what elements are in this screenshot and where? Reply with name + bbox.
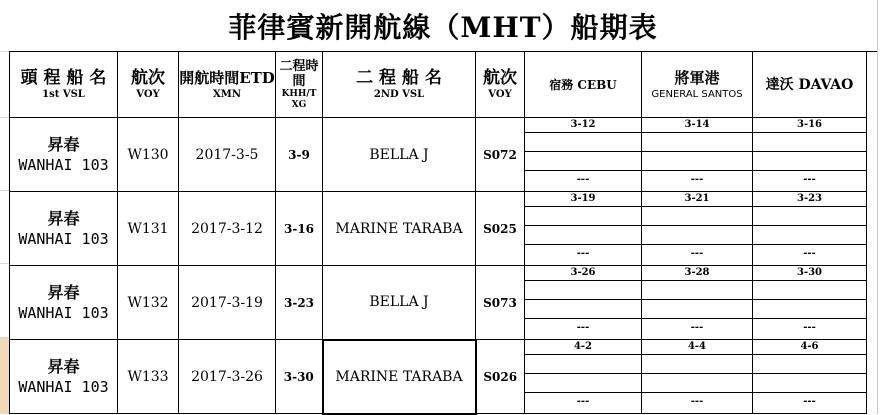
- cell-etd[interactable]: 2017-3-12: [179, 192, 276, 266]
- header-second-en: KHH/T XG: [281, 88, 317, 110]
- header-row: [10, 52, 867, 118]
- cell-vsl2[interactable]: MARINE TARABA: [323, 192, 476, 266]
- header-etd-label: 開航時間ETD: [179, 69, 275, 87]
- cell-cebu[interactable]: [525, 118, 642, 192]
- spreadsheet: [9, 0, 877, 414]
- cell-voy2[interactable]: S026: [476, 340, 525, 414]
- gensan-dash: ---: [690, 248, 704, 259]
- schedule-table: [9, 51, 867, 415]
- cebu-dash: ---: [576, 248, 590, 259]
- header-port-davao-label: 達沃 DAVAO: [765, 76, 854, 93]
- header-etd-en: XMN: [213, 89, 241, 100]
- vsl1-en: WANHAI 103: [18, 377, 109, 396]
- cell-cebu[interactable]: [525, 266, 642, 340]
- gensan-date: 3-21: [642, 192, 752, 207]
- cell-vsl2[interactable]: BELLA J: [323, 266, 476, 340]
- header-vsl2-en: 2ND VSL: [373, 89, 425, 100]
- cell-davao[interactable]: [753, 340, 867, 414]
- header-second[interactable]: [276, 52, 323, 118]
- cell-voy[interactable]: W132: [118, 266, 179, 340]
- header-vsl1-label: 頭 程 船 名: [20, 68, 107, 88]
- cell-second[interactable]: 3-30: [276, 340, 323, 414]
- table-row: [10, 266, 867, 340]
- cell-second[interactable]: 3-9: [276, 118, 323, 192]
- cebu-dash: ---: [576, 396, 590, 407]
- davao-date: 3-30: [753, 266, 866, 281]
- header-voy[interactable]: [118, 52, 179, 118]
- header-vsl1[interactable]: [10, 52, 118, 118]
- cell-etd[interactable]: 2017-3-5: [179, 118, 276, 192]
- selected-row-marker: [0, 338, 9, 414]
- cell-vsl1[interactable]: [10, 340, 118, 414]
- davao-dash: ---: [803, 396, 816, 407]
- cebu-dash: ---: [576, 322, 590, 333]
- header-port-gensan-label: 將軍港: [674, 69, 720, 87]
- cell-second[interactable]: 3-16: [276, 192, 323, 266]
- cebu-date: 3-12: [525, 118, 641, 133]
- gensan-date: 3-28: [642, 266, 752, 281]
- davao-dash: ---: [803, 322, 816, 333]
- header-port-cebu[interactable]: [525, 52, 642, 118]
- header-second-label: 二程時間: [279, 58, 319, 89]
- cell-gensan[interactable]: [642, 340, 753, 414]
- cell-vsl1[interactable]: [10, 118, 118, 192]
- header-vsl2-label: 二 程 船 名: [356, 68, 442, 88]
- cell-gensan[interactable]: [642, 118, 753, 192]
- cell-voy[interactable]: W131: [118, 192, 179, 266]
- cell-cebu[interactable]: [525, 340, 642, 414]
- header-voy2-en: VOY: [488, 89, 512, 100]
- vsl1-cn: 昇春: [47, 356, 80, 376]
- cell-vsl1[interactable]: [10, 192, 118, 266]
- vsl1-cn: 昇春: [47, 134, 80, 154]
- davao-date: 3-23: [753, 192, 866, 207]
- cell-second[interactable]: 3-23: [276, 266, 323, 340]
- header-vsl2[interactable]: [323, 52, 476, 118]
- table-row: [10, 192, 867, 266]
- cell-voy[interactable]: W133: [118, 340, 179, 414]
- header-port-gensan-en: GENERAL SANTOS: [651, 89, 743, 100]
- gensan-dash: ---: [690, 396, 704, 407]
- cebu-date: 4-2: [525, 340, 641, 355]
- header-etd[interactable]: [179, 52, 276, 118]
- cell-voy2[interactable]: S072: [476, 118, 525, 192]
- table-row: [10, 118, 867, 192]
- cell-voy2[interactable]: S025: [476, 192, 525, 266]
- davao-dash: ---: [803, 248, 816, 259]
- davao-date: 4-6: [753, 340, 866, 355]
- cell-voy[interactable]: W130: [118, 118, 179, 192]
- cebu-dash: ---: [576, 174, 590, 185]
- cell-vsl1[interactable]: [10, 266, 118, 340]
- davao-dash: ---: [803, 174, 816, 185]
- vsl1-en: WANHAI 103: [18, 155, 109, 174]
- header-voy-label: 航次: [131, 68, 165, 88]
- header-voy2[interactable]: [476, 52, 525, 118]
- vsl1-cn: 昇春: [47, 282, 80, 302]
- gensan-date: 4-4: [642, 340, 752, 355]
- header-port-gensan[interactable]: [642, 52, 753, 118]
- davao-date: 3-16: [753, 118, 866, 133]
- cebu-date: 3-19: [525, 192, 641, 207]
- header-voy2-label: 航次: [483, 68, 517, 88]
- cebu-date: 3-26: [525, 266, 641, 281]
- page-title: 菲律賓新開航線（MHT）船期表: [9, 0, 877, 52]
- cell-cebu[interactable]: [525, 192, 642, 266]
- cell-etd[interactable]: 2017-3-26: [179, 340, 276, 414]
- vsl1-en: WANHAI 103: [18, 303, 109, 322]
- vsl1-en: WANHAI 103: [18, 229, 109, 248]
- header-port-cebu-label: 宿務 CEBU: [549, 77, 617, 92]
- cell-voy2[interactable]: S073: [476, 266, 525, 340]
- cell-etd[interactable]: 2017-3-19: [179, 266, 276, 340]
- cell-davao[interactable]: [753, 192, 867, 266]
- cell-davao[interactable]: [753, 118, 867, 192]
- header-voy-en: VOY: [136, 89, 160, 100]
- header-vsl1-en: 1st VSL: [42, 89, 85, 100]
- cell-gensan[interactable]: [642, 266, 753, 340]
- cell-davao[interactable]: [753, 266, 867, 340]
- cell-vsl2[interactable]: BELLA J: [323, 118, 476, 192]
- cell-gensan[interactable]: [642, 192, 753, 266]
- gensan-date: 3-14: [642, 118, 752, 133]
- header-port-davao[interactable]: [753, 52, 867, 118]
- right-gutter: [877, 0, 881, 414]
- gensan-dash: ---: [690, 322, 704, 333]
- vsl1-cn: 昇春: [47, 208, 80, 228]
- cell-vsl2-selected[interactable]: MARINE TARABA: [323, 340, 476, 414]
- table-row: [10, 340, 867, 414]
- gensan-dash: ---: [690, 174, 704, 185]
